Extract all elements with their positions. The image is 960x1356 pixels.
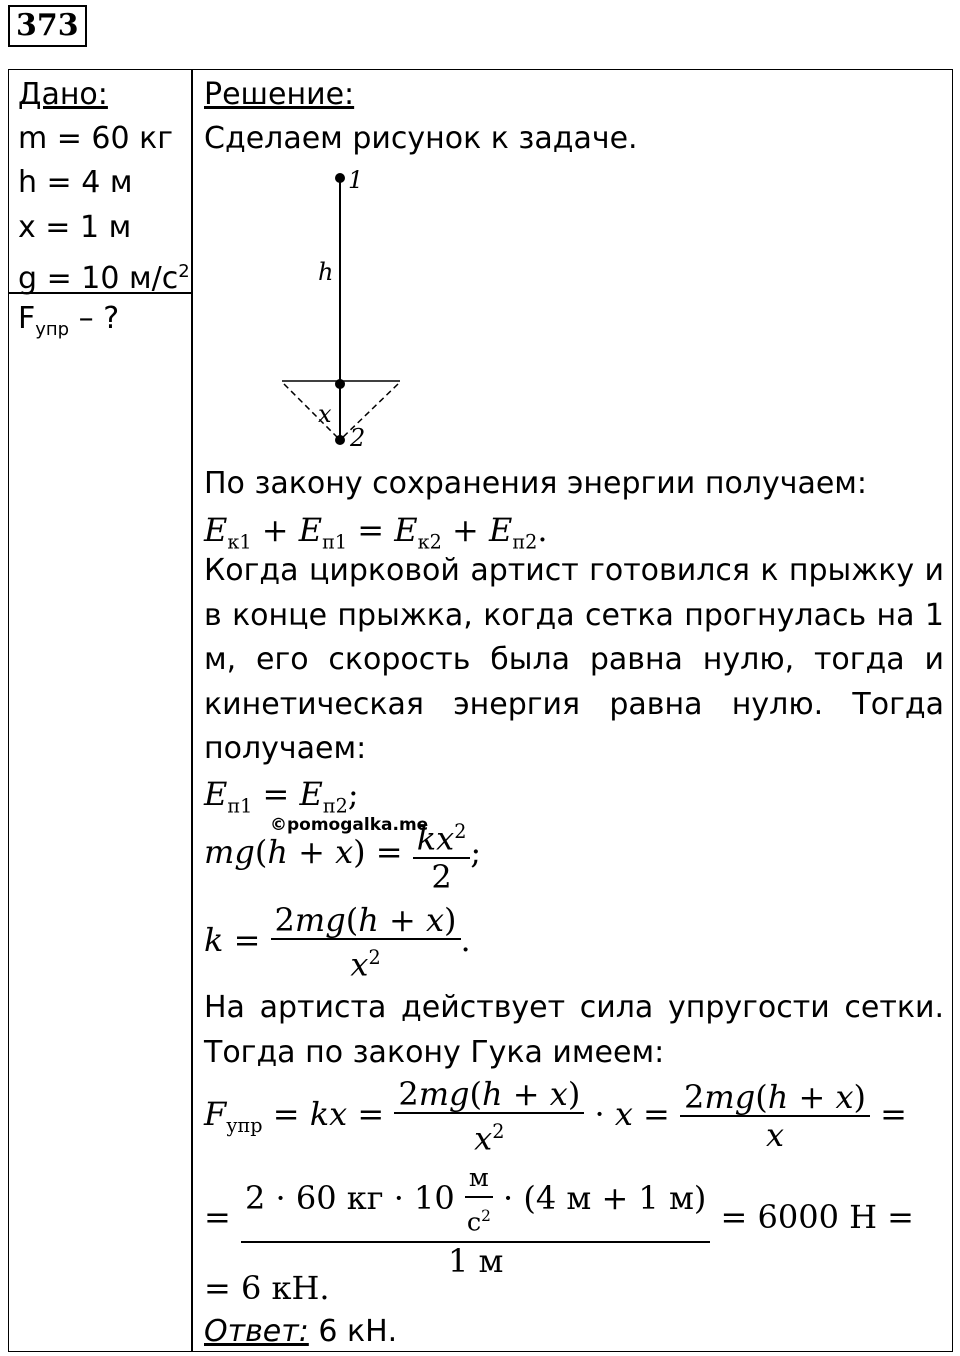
- given-header: Дано:: [18, 77, 108, 112]
- paragraph-kinetic: Когда цирковой артист готовился к прыжку и в конце прыжка, когда сетка прогнулась на 1 м, его скорость была равна нулю, тогда и кинетическая энергия равна нулю. Тогда получаем:: [204, 553, 944, 766]
- energy-balance-equation: mg(h + x) = $\frac{kx^2}{2}$ ;: [204, 814, 481, 895]
- deflection-label: x: [318, 400, 332, 428]
- energy-law-text: По закону сохранения энергии получаем:: [204, 466, 868, 501]
- given-height: h = 4 м: [18, 165, 133, 200]
- answer: [204, 1315, 397, 1349]
- point-2-label: 2: [350, 424, 366, 452]
- potential-equation: $E_{п1} = E_{п2}$;: [204, 775, 359, 818]
- numeric-substitution: = 2 · 60 кг · 10 $\frac{м}{с^2}$ · (4 м + 1 м) 1 м = 6000 Н =: [204, 1160, 914, 1279]
- jump-diagram: [270, 160, 420, 460]
- watermark: ©pomogalka.me: [270, 815, 429, 835]
- answer-value: 6 кН.: [308, 1314, 398, 1349]
- given-deflection: x = 1 м: [18, 210, 132, 245]
- energy-equation: $E_{к1} + E_{п1} = E_{к2} + E_{п2}$.: [204, 511, 548, 554]
- given-gravity: g = 10 $м/с^2$: [18, 261, 190, 296]
- find-quantity: $F_{упр}$ – ?: [18, 301, 120, 340]
- point-1-label: 1: [348, 166, 364, 194]
- column-divider: [191, 69, 193, 1352]
- stiffness-equation: k = $\frac{2mg(h + x)}{x^2}$ .: [204, 901, 471, 984]
- hooke-equation: $F_{упр}$ = kx = $\frac{2mg(h + x)}{x^2}$ · x = $\frac{2mg(h + x)}{x}$ =: [204, 1075, 907, 1158]
- given-mass: m = 60 кг: [18, 121, 174, 156]
- paragraph-hooke: На артиста действует сила упругости сетки. Тогда по закону Гука имеем:: [204, 990, 944, 1070]
- result-line: = 6 кН.: [204, 1269, 330, 1307]
- problem-number: 373: [8, 5, 87, 47]
- answer-label: Ответ:: [204, 1314, 309, 1349]
- solution-intro: Сделаем рисунок к задаче.: [204, 121, 638, 156]
- height-label: h: [318, 258, 334, 286]
- solution-header: Решение:: [204, 77, 355, 112]
